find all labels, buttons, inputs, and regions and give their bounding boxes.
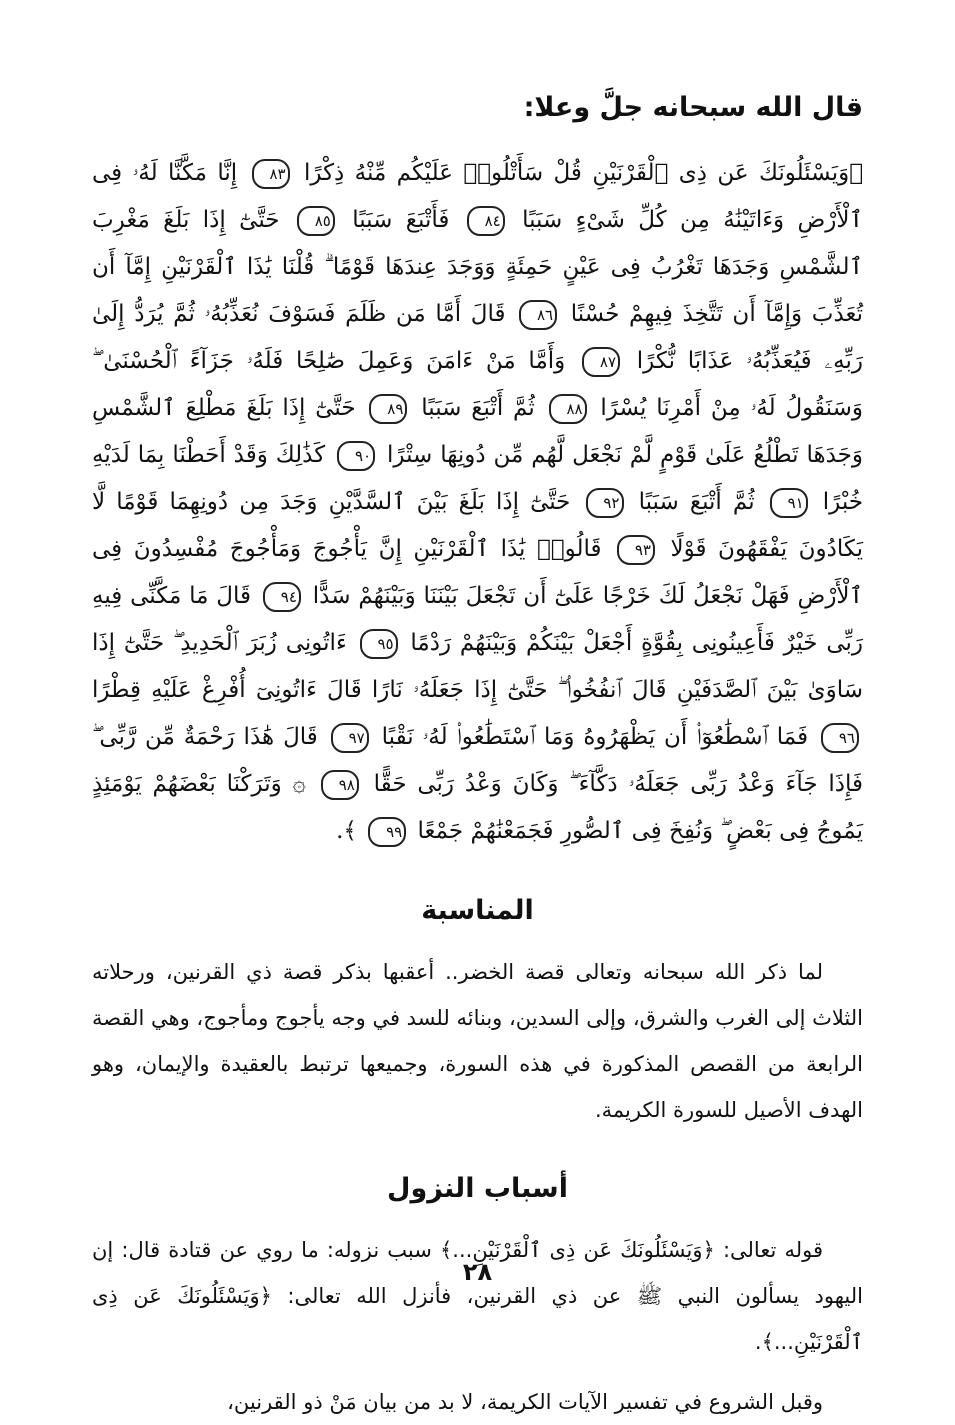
verse-text: حَتَّىٰٓ إِذَا بَلَغَ بَيْنَ ٱلسَّدَّيْنِ وَجَدَ مِن دُونِهِمَا قَوْمًا لَّا يَكَادُونَ يَفْقَهُونَ قَوْلًا xyxy=(92,489,863,562)
ayah-number-marker: ٩٩ xyxy=(368,817,406,847)
verse-text: قَالَ مَا مَكَّنِّى فِيهِ رَبِّى خَيْرٌ فَأَعِينُونِى بِقُوَّةٍ أَجْعَلْ بَيْنَكُمْ وَبَيْنَهُمْ رَدْمًا xyxy=(92,583,863,656)
paragraph-spacer xyxy=(92,1365,863,1379)
ayah-number-marker: ٨٣ xyxy=(252,159,290,189)
ayah-number-marker: ٩٠ xyxy=(337,441,375,471)
ayah-number-marker: ٩٧ xyxy=(331,723,369,753)
verse-text: قَالَ أَمَّا مَن ظَلَمَ فَسَوْفَ نُعَذِّبُهُۥ ثُمَّ يُرَدُّ إِلَىٰ رَبِّهِۦ فَيُعَذِّبُهُۥ عَذَابًا نُّكْرًا xyxy=(92,301,864,374)
verse-paragraph xyxy=(92,150,863,855)
verse-text: ثُمَّ أَتْبَعَ سَبَبًا xyxy=(638,489,755,515)
ayah-number-marker: ٨٩ xyxy=(369,394,407,424)
verse-text: حَتَّىٰٓ إِذَا بَلَغَ مَطْلِعَ ٱلشَّمْسِ وَجَدَهَا تَطْلُعُ عَلَىٰ قَوْمٍ لَّمْ نَجْعَل لَّهُم مِّن دُونِهَا سِتْرًا xyxy=(92,395,864,468)
asbab-nuzul-paragraph: قوله تعالى: ﴿وَيَسْئَلُونَكَ عَن ذِى ٱلْقَرْنَيْنِ...﴾ سبب نزوله: ما روي عن قتادة قال: إن اليهود يسألون النبي ﷺ عن ذي القرنين، فأنزل الله تعالى: ﴿وَيَسْئَلُونَكَ عَن ذِى ٱلْقَرْنَيْنِ...﴾. xyxy=(92,1238,863,1354)
verse-text: قَالُوا۟ يَٰذَا ٱلْقَرْنَيْنِ إِنَّ يَأْجُوجَ وَمَأْجُوجَ مُفْسِدُونَ فِى ٱلْأَرْضِ فَهَلْ نَجْعَلُ لَكَ خَرْجًا عَلَىٰٓ أَن تَجْعَلَ بَيْنَنَا وَبَيْنَهُمْ سَدًّا xyxy=(92,536,864,609)
verse-text: ﴿وَيَسْئَلُونَكَ عَن ذِى ٱلْقَرْنَيْنِ قُلْ سَأَتْلُوا۟ عَلَيْكُم مِّنْهُ ذِكْرًا xyxy=(304,160,864,186)
verse-text: ءَاتُونِى زُبَرَ ٱلْحَدِيدِ ۖ حَتَّىٰٓ إِذَا سَاوَىٰ بَيْنَ ٱلصَّدَفَيْنِ قَالَ ٱنفُخُوا۟ ۖ حَتَّىٰٓ إِذَا جَعَلَهُۥ نَارًا قَالَ ءَاتُونِىٓ أُفْرِغْ عَلَيْهِ قِطْرًا xyxy=(92,630,863,703)
verse-text: كَذَٰلِكَ وَقَدْ أَحَطْنَا بِمَا لَدَيْهِ خُبْرًا xyxy=(92,442,864,515)
verse-text: قَالَ هَٰذَا رَحْمَةٌ مِّن رَّبِّى ۖ فَإِذَا جَآءَ وَعْدُ رَبِّى جَعَلَهُۥ دَكَّآءَ ۖ وَكَانَ وَعْدُ رَبِّى حَقًّا xyxy=(92,724,864,797)
section-heading-munasaba: المناسبة xyxy=(421,895,534,926)
munasaba-paragraph: لما ذكر الله سبحانه وتعالى قصة الخضر.. أعقبها بذكر قصة ذي القرنين، ورحلاته الثلاث إلى الغرب والشرق، وإلى السدين، وبنائه للسد في وجه يأجوج ومأجوج، وهي القصة الرابعة من القصص المذكورة في هذه السورة، وجميعها ترتبط بالعقيدة والإيمان، وهو الهدف الأصيل للسورة الكريمة. xyxy=(92,960,863,1122)
ayah-number-marker: ٩٤ xyxy=(263,582,301,612)
verse-text: ثُمَّ أَتْبَعَ سَبَبًا xyxy=(421,395,535,421)
ayah-number-marker: ٨٧ xyxy=(582,347,620,377)
ayah-number-marker: ٨٦ xyxy=(519,300,557,330)
verse-text: فَأَتْبَعَ سَبَبًا xyxy=(352,207,450,233)
verse-text: فَمَا ٱسْطَٰعُوٓا۟ أَن يَظْهَرُوهُ وَمَا ٱسْتَطَٰعُوا۟ لَهُۥ نَقْبًا xyxy=(381,724,809,750)
section-heading-asbab-nuzul: أسباب النزول xyxy=(387,1173,568,1204)
closing-paragraph: وقبل الشروع في تفسير الآيات الكريمة، لا بد من بيان مَنْ ذو القرنين، xyxy=(227,1390,823,1414)
ayah-number-marker: ٩١ xyxy=(770,488,808,518)
ayah-number-marker: ٩٥ xyxy=(360,629,398,659)
verse-text: إِنَّا مَكَّنَّا لَهُۥ فِى ٱلْأَرْضِ وَءَاتَيْنَٰهُ مِن كُلِّ شَىْءٍ سَبَبًا xyxy=(92,160,864,233)
ayah-number-marker: ٩٢ xyxy=(586,488,624,518)
ayah-number-marker: ٨٤ xyxy=(467,206,505,236)
page-number: ٢٨ xyxy=(462,1258,493,1286)
quran-verses xyxy=(92,150,863,855)
intro-title: قال الله سبحانه جلَّ وعلا: xyxy=(523,92,863,123)
ayah-number-marker: ٩٨ xyxy=(321,770,359,800)
verse-text: وَأَمَّا مَنْ ءَامَنَ وَعَمِلَ صَٰلِحًا فَلَهُۥ جَزَآءً ٱلْحُسْنَىٰ ۖ وَسَنَقُولُ لَهُۥ مِنْ أَمْرِنَا يُسْرًا xyxy=(92,348,863,421)
ayah-number-marker: ٨٥ xyxy=(297,206,335,236)
ayah-number-marker: ٩٣ xyxy=(617,535,655,565)
verse-closing-bracket: ﴾. xyxy=(336,818,357,844)
verse-text: حَتَّىٰٓ إِذَا بَلَغَ مَغْرِبَ ٱلشَّمْسِ وَجَدَهَا تَغْرُبُ فِى عَيْنٍ حَمِئَةٍ وَوَجَدَ عِندَهَا قَوْمًا ۗ قُلْنَا يَٰذَا ٱلْقَرْنَيْنِ إِمَّآ أَن تُعَذِّبَ وَإِمَّآ أَن تَتَّخِذَ فِيهِمْ حُسْنًا xyxy=(92,207,864,327)
ayah-number-marker: ٩٦ xyxy=(821,723,859,753)
ayah-number-marker: ٨٨ xyxy=(549,394,587,424)
verse-text: ۞ وَتَرَكْنَا بَعْضَهُمْ يَوْمَئِذٍ يَمُوجُ فِى بَعْضٍ ۖ وَنُفِخَ فِى ٱلصُّورِ فَجَمَعْنَٰهُمْ جَمْعًا xyxy=(92,771,863,844)
